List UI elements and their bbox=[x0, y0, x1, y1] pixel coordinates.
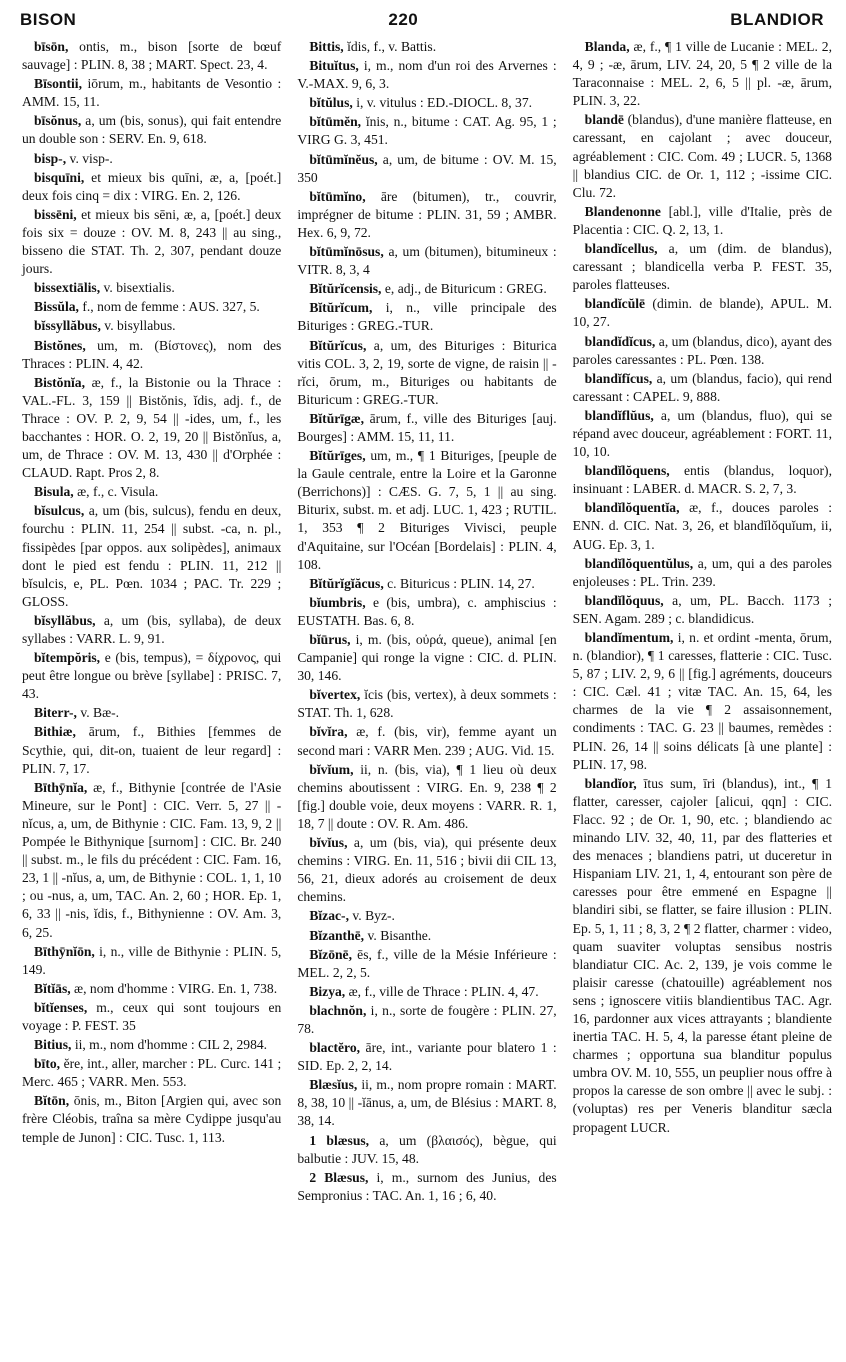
entry-headword: blandĭcŭlē bbox=[584, 296, 646, 312]
entry-headword: bĭvĭum, bbox=[309, 761, 354, 777]
entry-headword: Bīthȳnĭa, bbox=[34, 779, 88, 795]
dictionary-entry bbox=[22, 612, 281, 648]
dictionary-entry bbox=[297, 723, 556, 759]
dictionary-entry bbox=[297, 1132, 556, 1168]
entry-headword: bisquīni, bbox=[34, 169, 85, 185]
dictionary-entry bbox=[22, 150, 281, 168]
entry-headword: bĭūrus, bbox=[309, 632, 351, 647]
entry-definition: f., nom de femme : AUS. 327, 5. bbox=[82, 299, 260, 315]
dictionary-entry bbox=[297, 337, 556, 409]
dictionary-entry bbox=[573, 333, 832, 369]
entry-headword: Bistŏnĭa, bbox=[34, 374, 85, 390]
entry-headword: blachnŏn, bbox=[309, 1002, 367, 1018]
entry-headword: bĭtūmĭnĕus, bbox=[309, 151, 378, 167]
entry-headword: bĭtĭenses, bbox=[34, 999, 88, 1015]
entry-headword: bĭtŭlus, bbox=[309, 95, 353, 111]
entry-definition: æ, f., Bithynie [contrée de l'Asie Mineure, sur le Pont] : CIC. Verr. 5, 27 || -nĭcus, a, um, de Bithynie : CIC. Fam. 13, 9, 2 || Pompée le Bithynique [surnom] : CIC. Br. 240 || subst. m., le fils du précédent : CIC. Fam. 16, 23, 1 || -nĭus, a, um, de Bithynie : COL. 1, 1, 10 ; ou -nus, a, um, TAC. An. 2, 60 ; HOR. Ep. 1, 6, 33 || -nis, ĭdis, f., Bithynienne : OV. Am. 3, 6, 25. bbox=[22, 779, 282, 940]
dictionary-entry bbox=[22, 779, 281, 942]
entry-headword: Bituĭtus, bbox=[309, 58, 359, 74]
dictionary-entry bbox=[297, 280, 556, 298]
entry-definition: ĭnis, n., bitume : CAT. Ag. 95, 1 ; VIRG G. 3, 451. bbox=[297, 114, 557, 148]
entry-headword: Bĭtĭās, bbox=[34, 980, 71, 996]
entry-headword: blandĭor, bbox=[584, 775, 637, 791]
dictionary-entry bbox=[297, 946, 556, 982]
running-head-right: BLANDIOR bbox=[730, 10, 824, 29]
entry-headword: bīsōn, bbox=[34, 39, 69, 54]
entry-headword: blandĭlŏquentĭa, bbox=[584, 500, 680, 516]
entry-definition: ĭdis, f., v. Battis. bbox=[347, 39, 437, 54]
entry-definition: a, um, de bitume : OV. M. 15, 350 bbox=[297, 151, 557, 185]
entry-definition: ii, n. (bis, via), ¶ 1 lieu où deux chemins aboutissent : VIRG. En. 9, 238 ¶ 2 [fig.] double voie, deux moyens : VARR. R. 1, 18, 7 || doute : OV. R. Am. 486. bbox=[297, 761, 557, 831]
dictionary-entry bbox=[22, 649, 281, 703]
entry-headword: bĭssyllăbus, bbox=[34, 318, 101, 334]
entry-definition: æ, f., c. Visula. bbox=[77, 484, 159, 500]
entry-definition: a, um (dim. de blandus), caressant ; blandicella verba P. FEST. 35, paroles flatteuses. bbox=[572, 241, 832, 293]
dictionary-entry bbox=[297, 761, 556, 833]
entry-definition: i, n., ville principale des Bituriges : GREG.-TUR. bbox=[297, 300, 557, 334]
dictionary-entry bbox=[22, 317, 281, 335]
entry-definition: i, m., nom d'un roi des Arvernes : V.-MAX. 9, 6, 3. bbox=[297, 58, 557, 92]
entry-definition: c. Bituricus : PLIN. 14, 27. bbox=[387, 575, 535, 591]
entry-headword: blandĭfĭcus, bbox=[584, 370, 653, 386]
dictionary-entry bbox=[22, 298, 281, 316]
dictionary-entry bbox=[297, 686, 556, 722]
dictionary-entry bbox=[573, 592, 832, 628]
entry-definition: e, adj., de Bituricum : GREG. bbox=[384, 281, 547, 297]
dictionary-entry bbox=[22, 279, 281, 297]
dictionary-entry bbox=[297, 447, 556, 574]
entry-headword: bisp-, bbox=[34, 150, 67, 166]
dictionary-entry bbox=[22, 1055, 281, 1091]
entry-definition: v. Bæ-. bbox=[80, 705, 120, 721]
entry-headword: Bittis, bbox=[309, 39, 344, 54]
entry-definition: æ, f., douces paroles : ENN. d. CIC. Nat. 3, 26, et blandĭlŏquĭum, ii, AUG. Ep. 3, 1. bbox=[572, 500, 832, 552]
dictionary-entry bbox=[22, 980, 281, 998]
dictionary-entry bbox=[573, 555, 832, 591]
entry-headword: blandĭlŏquens, bbox=[584, 463, 670, 479]
dictionary-entry bbox=[22, 704, 281, 722]
entry-definition: e (bis, tempus), = δίχρονος, qui peut être longue ou brève [syllabe] : PRISC. 7, 43. bbox=[22, 650, 282, 702]
entry-headword: bĭvĭra, bbox=[309, 724, 348, 740]
dictionary-entry bbox=[22, 75, 281, 111]
entry-definition: æ, f., ¶ 1 ville de Lucanie : MEL. 2, 4, 9 ; -æ, ārum, LIV. 24, 20, 5 ¶ 2 ville de la Taraconnaise : MEL. 2, 6, 5 || pl. -æ, ārum, PLIN. 3, 22. bbox=[572, 39, 832, 109]
entry-definition: a, um, PL. Bacch. 1173 ; SEN. Agam. 289 ; c. blandidicus. bbox=[572, 592, 832, 626]
dictionary-entry bbox=[573, 38, 832, 110]
entry-definition: a, um (bis, syllaba), de deux syllabes : VARR. L. 9, 91. bbox=[22, 612, 282, 646]
dictionary-entry bbox=[573, 295, 832, 331]
entry-definition: æ, f. (bis, vir), femme ayant un second mari : VARR Men. 239 ; AUG. Vid. 15. bbox=[297, 724, 557, 758]
dictionary-entry bbox=[573, 775, 832, 1137]
entry-definition: ii, m., nom propre romain : MART. 8, 38, 10 || -ĭānus, a, um, de Blésius : MART. 8, 38, 14. bbox=[297, 1077, 557, 1129]
dictionary-entry bbox=[573, 240, 832, 294]
entry-definition: i, n., sorte de fougère : PLIN. 27, 78. bbox=[297, 1002, 557, 1036]
entry-headword: Bĭtŭrīges, bbox=[309, 448, 366, 464]
page-header bbox=[20, 6, 824, 34]
entry-definition: et mieux bis sēni, æ, a, [poét.] deux fois six = douze : OV. M. 8, 243 || au sing., bisseno die STAT. Th. 2, 307, pendant douze jours. bbox=[22, 206, 282, 277]
entry-definition: a, um, des Bituriges : Biturica vitis COL. 3, 2, 19, sorte de vigne, de raisin || -rĭci, ōrum, m., Bituriges ou habitants de Bituricum : GREG.-TUR. bbox=[297, 337, 557, 407]
entry-headword: bĭsulcus, bbox=[34, 503, 85, 519]
entry-headword: Bĭtŭrīgæ, bbox=[309, 410, 365, 426]
dictionary-entry bbox=[297, 113, 556, 149]
dictionary-entry bbox=[22, 206, 281, 278]
dictionary-entry bbox=[573, 111, 832, 201]
running-head-left: BISON bbox=[20, 10, 77, 29]
entry-definition: æ, f., la Bistonie ou la Thrace : VAL.-FL. 3, 159 || Bistŏnis, ĭdis, adj. f., de Thrace : OV. P. 2, 9, 54 || -ides, um, f., les bacchantes : HOR. O. 2, 19, 20 || Bistŏnĭus, a, um, de Thrace : OV. M. 13, 430 || d'Orphée : CLAUD. Rapt. Pros 2, 8. bbox=[22, 374, 282, 481]
dictionary-entry bbox=[573, 629, 832, 774]
entry-definition: a, um (blandus, dico), ayant des paroles caressantes : PL. Pœn. 138. bbox=[572, 333, 832, 367]
entry-headword: Bĭzac-, bbox=[309, 908, 349, 924]
entry-definition: [abl.], ville d'Italie, près de Placentia : CIC. Q. 2, 13, 1. bbox=[572, 203, 832, 237]
entry-headword: Bĭtŭrĭcensis, bbox=[309, 281, 382, 297]
columns bbox=[22, 38, 832, 1356]
page-number: 220 bbox=[388, 10, 419, 29]
entry-headword: Biterr-, bbox=[34, 705, 77, 721]
entry-definition: āre (bitumen), tr., couvrir, imprégner de bitume : PLIN. 31, 59 ; AMBR. Hex. 6, 9, 72. bbox=[297, 188, 557, 240]
dictionary-entry bbox=[297, 94, 556, 112]
dictionary-entry bbox=[573, 499, 832, 553]
entry-definition: i, n. et ordint -menta, ōrum, n. (blandior), ¶ 1 caresses, flatterie : CIC. Tusc. 5, 87 ; LIV. 2, 9, 6 || [fig.] agréments, douceurs : CIC. Cæl. 41 ; vitæ TAC. An. 15, 64, les charmes de la vie ¶ 2 assaisonnement, condiments : TAC. G. 23 || baumes, remèdes : PLIN. 26, 14 || soins délicats [à une plante] : PLIN. 17, 98. bbox=[572, 630, 832, 772]
dictionary-entry bbox=[22, 112, 281, 148]
entry-headword: blactĕro, bbox=[309, 1040, 361, 1056]
entry-headword: Bisula, bbox=[34, 484, 74, 500]
dictionary-entry bbox=[297, 151, 556, 187]
entry-definition: ontis, m., bison [sorte de bœuf sauvage] : PLIN. 8, 38 ; MART. Spect. 23, 4. bbox=[22, 39, 282, 73]
entry-definition: iōrum, m., habitants de Vesontio : AMM. 15, 11. bbox=[22, 76, 282, 110]
entry-headword: bĭtūmĭno, bbox=[309, 188, 366, 204]
dictionary-entry bbox=[297, 594, 556, 630]
entry-headword: Bĭzōnē, bbox=[309, 946, 352, 962]
entry-definition: et mieux bis quīni, æ, a, [poét.] deux fois cinq = dix : VIRG. En. 2, 126. bbox=[22, 169, 282, 203]
entry-headword: blandĭlŏquentŭlus, bbox=[584, 555, 694, 571]
entry-headword: Bissŭla, bbox=[34, 299, 79, 315]
dictionary-entry bbox=[22, 38, 281, 74]
entry-definition: a, um (bis, sulcus), fendu en deux, fourchu : PLIN. 11, 254 || subst. -ca, n. pl., fissipèdes [par oppos. aux solipèdes], animaux dont le pied est fendu : PLIN. 11, 212 || bĭsulcis, e, PL. Pœn. 1034 ; PAC. Tr. 229 ; GLOSS. bbox=[22, 503, 282, 609]
dictionary-entry bbox=[297, 907, 556, 925]
dictionary-entry bbox=[297, 188, 556, 242]
dictionary-entry bbox=[297, 983, 556, 1001]
entry-definition: e (bis, umbra), c. amphiscius : EUSTATH. Bas. 6, 8. bbox=[297, 594, 557, 628]
entry-definition: i, m. (bis, οὐρά, queue), animal [en Campanie] qui ronge la vigne : CIC. d. PLIN. 30, 146. bbox=[297, 632, 557, 684]
entry-definition: ārum, f., ville des Bituriges [auj. Bourges] : AMM. 15, 11, 11. bbox=[297, 410, 557, 444]
entry-definition: i, n., ville de Bithynie : PLIN. 5, 149. bbox=[22, 943, 282, 977]
entry-headword: bissextiālis, bbox=[34, 280, 101, 296]
dictionary-entry bbox=[22, 337, 281, 373]
entry-definition: entis (blandus, loquor), insinuant : LABER. d. MACR. S. 2, 7, 3. bbox=[572, 463, 832, 497]
dictionary-entry bbox=[297, 38, 556, 56]
entry-definition: a, um (βλαισός), bègue, qui balbutie : JUV. 15, 48. bbox=[297, 1132, 557, 1166]
entry-headword: bĭvertex, bbox=[309, 687, 361, 703]
entry-headword: Bĭtŭrĭcus, bbox=[309, 337, 367, 353]
entry-headword: Bĭtōn, bbox=[34, 1093, 70, 1109]
entry-headword: bĭtūmĕn, bbox=[309, 114, 362, 130]
dictionary-entry bbox=[573, 407, 832, 461]
entry-definition: a, um, qui a des paroles enjoleuses : PL. Trin. 239. bbox=[572, 555, 832, 589]
entry-definition: æ, f., ville de Thrace : PLIN. 4, 47. bbox=[348, 983, 539, 999]
column-2 bbox=[297, 38, 556, 1356]
entry-headword: Bīsontii, bbox=[34, 76, 82, 92]
dictionary-entry bbox=[22, 502, 281, 611]
entry-definition: i, v. vitulus : ED.-DIOCL. 8, 37. bbox=[356, 95, 533, 111]
entry-headword: Bitius, bbox=[34, 1037, 72, 1053]
entry-headword: bĭtempŏris, bbox=[34, 650, 101, 666]
dictionary-entry bbox=[22, 1092, 281, 1146]
column-3 bbox=[573, 38, 832, 1356]
entry-headword: bĭsyllăbus, bbox=[34, 612, 96, 628]
dictionary-entry bbox=[297, 299, 556, 335]
entry-headword: Blanda, bbox=[584, 39, 630, 54]
entry-definition: a, um (bitumen), bitumineux : VITR. 8, 3, 4 bbox=[297, 244, 557, 278]
entry-headword: blandĭcellus, bbox=[584, 241, 658, 257]
dictionary-entry bbox=[297, 834, 556, 906]
dictionary-entry bbox=[297, 927, 556, 945]
dictionary-entry bbox=[573, 203, 832, 239]
entry-definition: um, m., ¶ 1 Bituriges, [peuple de la Gaule centrale, entre la Loire et la Garonne (Berrichons)] : CÆS. G. 7, 5, 1 || au sing. Biturix, subst. m. et adj. LUC. 1, 423 ; RUTIL. 1, 353 ¶ 2 Bituriges Vivisci, peuple d'Aquitaine, sur l'Océan [Bordelais] : PLIN. 4, 108. bbox=[297, 448, 557, 572]
dictionary-entry bbox=[297, 1002, 556, 1038]
entry-definition: ĕre, int., aller, marcher : PL. Curc. 141 ; Merc. 465 ; VARR. Men. 553. bbox=[22, 1056, 282, 1090]
entry-definition: a, um (bis, sonus), qui fait entendre un double son : SERV. En. 9, 618. bbox=[22, 113, 282, 147]
entry-definition: a, um (bis, via), qui présente deux chemins : VIRG. En. 11, 516 ; bivii dii CIL 13, 56, 21, dieux adorés au croisement de deux chemins. bbox=[297, 835, 557, 905]
dictionary-entry bbox=[297, 57, 556, 93]
entry-headword: bĭumbris, bbox=[309, 594, 366, 610]
dictionary-entry bbox=[22, 1036, 281, 1054]
entry-headword: 1 blæsus, bbox=[309, 1132, 370, 1148]
dictionary-entry bbox=[297, 1039, 556, 1075]
entry-headword: Blæsĭus, bbox=[309, 1077, 358, 1093]
dictionary-entry bbox=[22, 999, 281, 1035]
entry-definition: ōnis, m., Biton [Argien qui, avec son frère Cléobis, traîna sa mère Cydippe jusqu'au temple de Junon] : CIC. Tusc. 1, 113. bbox=[22, 1093, 282, 1145]
entry-headword: Bithiæ, bbox=[34, 724, 76, 740]
entry-definition: v. bisyllabus. bbox=[104, 318, 176, 334]
entry-headword: bīto, bbox=[34, 1056, 61, 1072]
entry-definition: m., ceux qui sont toujours en voyage : P. FEST. 35 bbox=[22, 999, 282, 1033]
dictionary-entry bbox=[297, 410, 556, 446]
dictionary-entry bbox=[297, 1076, 556, 1130]
entry-definition: v. visp-. bbox=[69, 150, 113, 166]
dictionary-entry bbox=[22, 723, 281, 777]
entry-headword: blandĭmentum, bbox=[584, 630, 674, 645]
entry-definition: v. Bisanthe. bbox=[367, 927, 432, 943]
entry-headword: bissēni, bbox=[34, 206, 77, 222]
entry-definition: (blandus), d'une manière flatteuse, en caressant, en cajolant ; avec douceur, agréablement : CIC. Com. 49 ; LUCR. 5, 1368 || blandius CIC. de Or. 1, 112 ; -issime CIC. Clu. 72. bbox=[572, 112, 832, 200]
entry-definition: a, um (blandus, fluo), qui se répand avec douceur, agréablement : FORT. 11, 10, 10. bbox=[572, 407, 832, 460]
entry-headword: blandĭdĭcus, bbox=[584, 333, 656, 349]
entry-definition: a, um (blandus, facio), qui rend caressant : CAPEL. 9, 888. bbox=[572, 370, 832, 404]
entry-definition: āre, int., variante pour blatero 1 : SID. Ep. 2, 2, 14. bbox=[297, 1040, 557, 1074]
entry-headword: bīsŏnus, bbox=[34, 113, 82, 129]
dictionary-entry bbox=[22, 169, 281, 205]
dictionary-entry bbox=[297, 1169, 556, 1205]
dictionary-entry bbox=[22, 483, 281, 501]
dictionary-entry bbox=[22, 374, 281, 483]
entry-definition: um, m. (Βίστονες), nom des Thraces : PLIN. 4, 42. bbox=[22, 337, 282, 371]
dictionary-entry bbox=[297, 575, 556, 593]
entry-headword: blandĭflŭus, bbox=[584, 407, 654, 423]
entry-definition: v. bisextialis. bbox=[103, 280, 175, 296]
dictionary-entry bbox=[297, 631, 556, 685]
entry-headword: Bĭtŭrĭgĭăcus, bbox=[309, 575, 384, 591]
entry-headword: Bīthȳnĭōn, bbox=[34, 943, 95, 959]
column-1 bbox=[22, 38, 281, 1356]
entry-definition: ītus sum, īri (blandus), int., ¶ 1 flatter, caresser, cajoler [alicui, qqn] : CIC. Flacc. 92 ; de Or. 1, 90, etc. ; blandiendo ac minando LIV. 32, 40, 11, par des flatteries et des menaces ; blandiens patri, ut duceretur in Hispaniam LIV. 21, 1, 4, entourant son père de caresses pour être emmené en Espagne || blandiri sibi, se flatter, se faire illusion : PLIN. Ep. 5, 1, 11 ; 8, 3, 2 ¶ 2 flatter, charmer : video, quam suaviter voluptas sensibus nostris blandiatur CIC. Ac. 2, 139, je vois comme le plaisir caresse (chatouille) agréablement nos sens ; ignoscere vitiis blandientibus TAC. Agr. 16, pardonner aux vices attrayants ; blandiente inertia TAC. H. 5, 4, la paresse étant pleine de charmes ; opportuna sua blanditur populus umbra OV. M. 10, 555, un peuplier nous offre à propos la caresse de son ombre || avec le subj. : (voluptas) res per Veneris blanditur sæcla propagent LUCR. bbox=[572, 775, 832, 1135]
entry-definition: i, m., surnom des Junius, des Sempronius : TAC. An. 1, 16 ; 6, 40. bbox=[297, 1169, 557, 1203]
entry-headword: Bĭzanthē, bbox=[309, 927, 365, 943]
entry-definition: v. Byz-. bbox=[352, 908, 395, 924]
entry-definition: ii, m., nom d'homme : CIL 2, 2984. bbox=[74, 1037, 268, 1053]
dictionary-entry bbox=[573, 462, 832, 498]
entry-definition: ĭcis (bis, vertex), à deux sommets : STAT. Th. 1, 628. bbox=[297, 687, 557, 721]
entry-definition: (dimin. de blande), APUL. M. 10, 27. bbox=[572, 296, 832, 330]
dictionary-entry bbox=[22, 943, 281, 979]
entry-headword: blandē bbox=[584, 112, 624, 128]
dictionary-entry bbox=[297, 243, 556, 279]
entry-headword: Bĭtŭrĭcum, bbox=[309, 300, 373, 316]
entry-headword: blandĭlŏquus, bbox=[584, 592, 664, 608]
entry-headword: Blandenonne bbox=[584, 203, 661, 219]
entry-headword: Bistŏnes, bbox=[34, 337, 86, 353]
entry-definition: ārum, f., Bithies [femmes de Scythie, qui, dit-on, tuaient de leur regard] : PLIN. 7, 17. bbox=[22, 724, 282, 776]
entry-headword: bĭvĭus, bbox=[309, 835, 348, 851]
dictionary-entry bbox=[573, 370, 832, 406]
entry-headword: Bizya, bbox=[309, 983, 346, 999]
entry-definition: æ, nom d'homme : VIRG. En. 1, 738. bbox=[74, 980, 278, 996]
entry-headword: bĭtūmĭnōsus, bbox=[309, 244, 384, 260]
entry-headword: 2 Blæsus, bbox=[309, 1169, 369, 1185]
entry-definition: ēs, f., ville de la Mésie Inférieure : MEL. 2, 2, 5. bbox=[297, 946, 557, 980]
